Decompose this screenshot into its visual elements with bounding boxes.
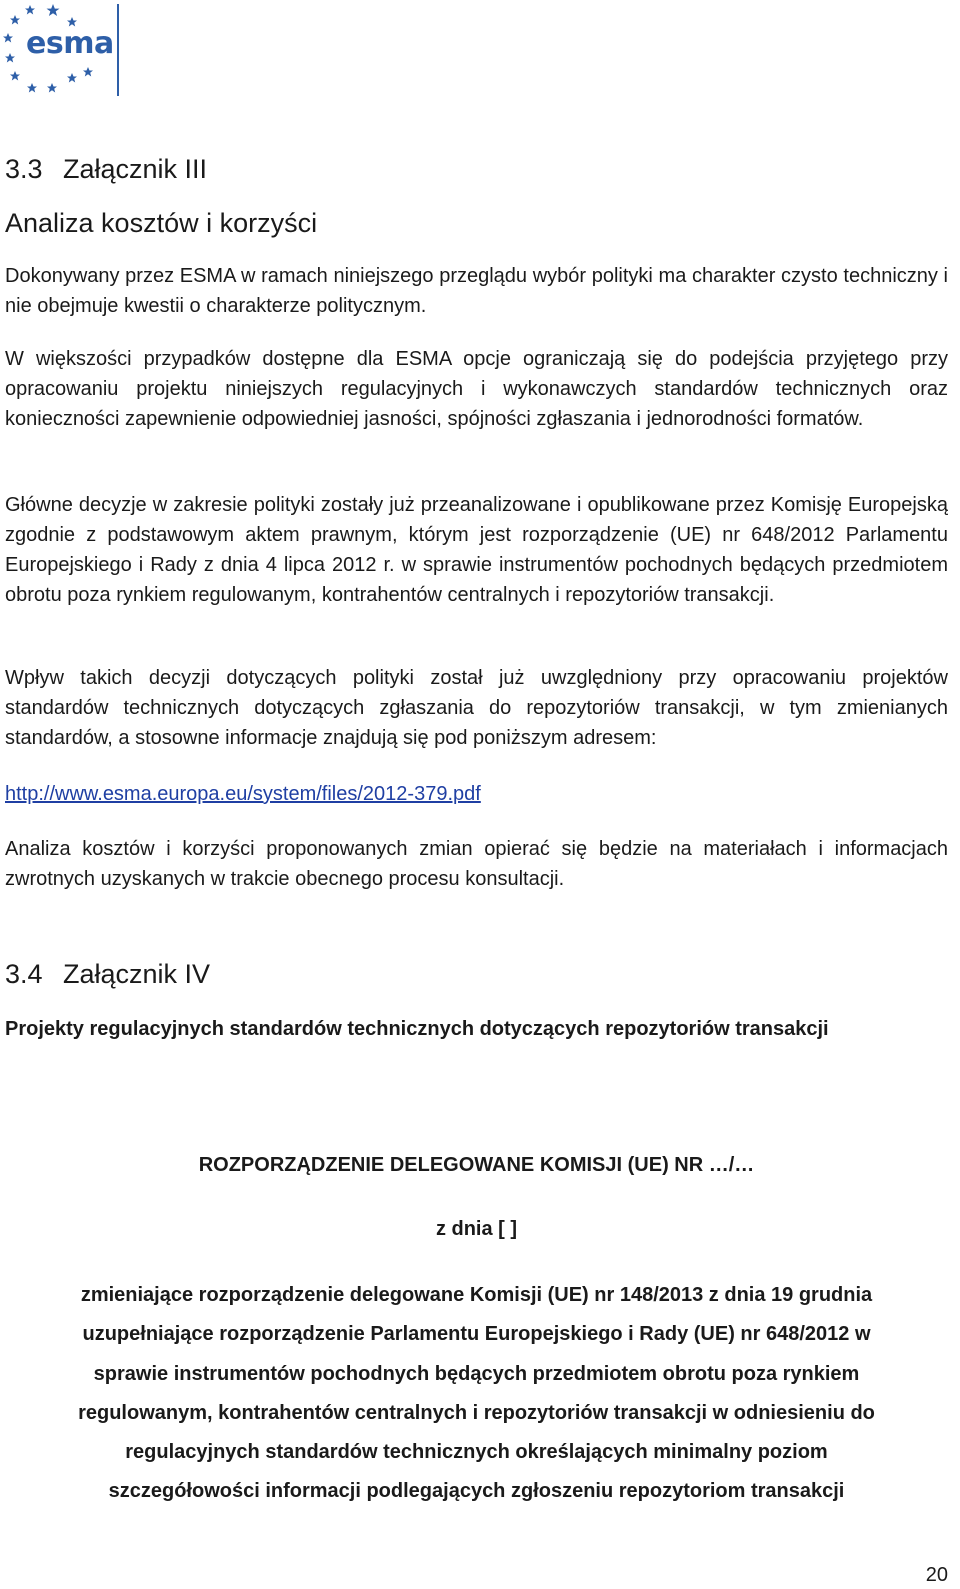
- regulation-title: ROZPORZĄDZENIE DELEGOWANE KOMISJI (UE) NR …/…: [198, 1154, 755, 1176]
- esma-logo: [0, 0, 130, 100]
- paragraph-4: Wpływ takich decyzji dotyczących polityki został już uwzględniony przy opracowaniu projektów standardów technicznych dotyczących zgłaszania do repozytoriów transakcji, w tym zmienianych standardów, a stosowne informacje znajdują się pod poniższym adresem:: [5, 667, 948, 749]
- section-number: 3.3: [5, 154, 43, 184]
- section-3-3-subtitle: Analiza kosztów i korzyści: [5, 208, 318, 238]
- section-number: 3.4: [5, 959, 43, 989]
- regulation-description-line: regulowanym, kontrahentów centralnych i repozytoriów transakcji w odniesieniu do: [78, 1401, 875, 1424]
- regulation-description: [5, 1276, 948, 1512]
- regulation-description-line: uzupełniające rozporządzenie Parlamentu Europejskiego i Rady (UE) nr 648/2012 w: [82, 1323, 871, 1346]
- section-title: Załącznik III: [63, 154, 208, 184]
- regulation-date: z dnia [ ]: [435, 1218, 518, 1240]
- logo-divider: [117, 4, 119, 96]
- regulation-description-line: szczegółowości informacji podlegających zgłoszeniu repozytoriom transakcji: [108, 1480, 845, 1503]
- regulation-description-line: zmieniające rozporządzenie delegowane Komisji (UE) nr 148/2013 z dnia 19 grudnia: [80, 1284, 873, 1306]
- paragraph-2: W większości przypadków dostępne dla ESMA opcje ograniczają się do podejścia przyjętego przy opracowaniu projektu niniejszych regulacyjnych i wykonawczych standardów technicznych oraz konieczności zapewnienie odpowiedniej jasności, spójności zgłaszania i jednorodności formatów.: [5, 348, 948, 430]
- paragraph-5: Analiza kosztów i korzyści proponowanych zmian opierać się będzie na materiałach i informacjach zwrotnych uzyskanych w trakcie obecnego procesu konsultacji.: [5, 838, 948, 890]
- section-3-4-heading: [5, 959, 210, 990]
- regulation-description-line: sprawie instrumentów pochodnych będących przedmiotem obrotu poza rynkiem: [93, 1362, 860, 1385]
- section-title: Załącznik IV: [63, 959, 211, 989]
- paragraph-1: Dokonywany przez ESMA w ramach niniejszego przeglądu wybór polityki ma charakter czysto techniczny i nie obejmuje kwestii o charakterze politycznym.: [5, 265, 948, 317]
- paragraph-3: Główne decyzje w zakresie polityki zostały już przeanalizowane i opublikowane przez Komisję Europejską zgodnie z podstawowym aktem prawnym, którym jest rozporządzenie (UE) nr 648/2012 Parlamentu Europejskiego i Rady z dnia 4 lipca 2012 r. w sprawie instrumentów pochodnych będących przedmiotem obrotu poza rynkiem regulowanym, kontrahentów centralnych i repozytoriów transakcji.: [5, 494, 948, 606]
- section-3-3-heading: [5, 154, 207, 185]
- regulation-description-line: regulacyjnych standardów technicznych określających minimalny poziom: [125, 1441, 828, 1464]
- logo-wordmark: esma: [26, 26, 114, 61]
- section-3-4-subtitle: Projekty regulacyjnych standardów technicznych dotyczących repozytoriów transakcji: [5, 1018, 829, 1040]
- page-number: 20: [925, 1564, 948, 1586]
- document-link[interactable]: http://www.esma.europa.eu/system/files/2012-379.pdf: [5, 783, 481, 805]
